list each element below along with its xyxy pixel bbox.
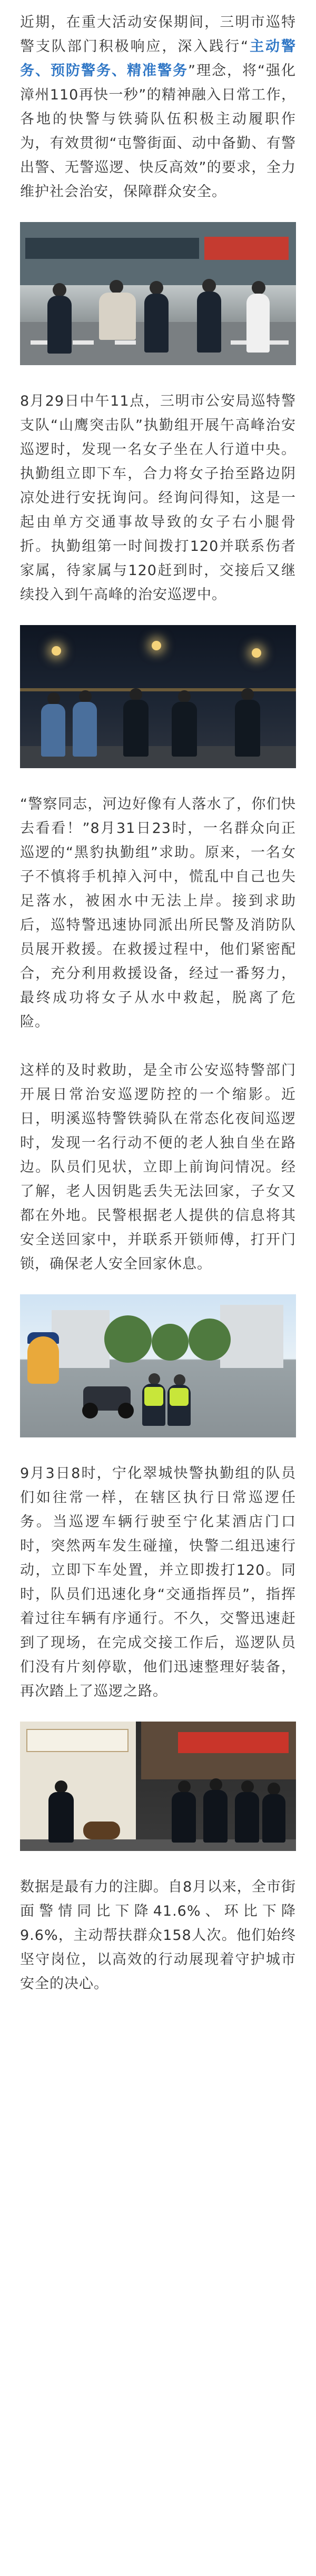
photo1-red-sign xyxy=(204,237,289,260)
photo4-shop-sign xyxy=(178,1732,289,1753)
photo-motorcycle-patrol xyxy=(20,1294,296,1437)
photo-night-river-rescue xyxy=(20,625,296,768)
intro-text-end: ”理念，将“强化漳州110再快一秒”的精神融入日常工作，各地的快警与铁骑队伍积极主动履职作为，有效贯彻“屯警街面、动中备勤、有警出警、无警巡逻、快反高效”的要求，全力维护社会治安，保障群众安全。 xyxy=(20,63,296,200)
photo-street-assistance xyxy=(20,222,296,365)
intro-highlight: 主动警务、预防警务、精准警务 xyxy=(20,38,296,79)
intro-text-start: 近期，在重大活动安保期间，三明市巡特警支队部门积极响应，深入践行“ xyxy=(20,14,296,55)
paragraph-injured-woman: 8月29日中午11点，三明市公安局巡特警支队“山鹰突击队”执勤组开展午高峰治安巡逻时，发现一名女子坐在人行道中央。执勤组立即下车，合力将女子抬至路边阴凉处进行安抚询问。经询问得知，这是一起由单方交通事故导致的女子右小腿骨折。执勤组第一时间拨打120并联系伤者家属，待家属与120赶到时，交接后又继续投入到午高峰的治安巡逻中。 xyxy=(20,393,296,603)
photo4-store-sign xyxy=(26,1729,129,1752)
paragraph-elderly-assistance: 这样的及时救助，是全市公安巡特警部门开展日常治安巡逻防控的一个缩影。近日，明溪巡特警铁骑队在常态化夜间巡逻时，发现一名行动不便的老人独自坐在路边。队员们见状，立即上前询问情况。经了解，老人因钥匙丢失无法回家，子女又都在外地。民警根据老人提供的信息将其安全送回家中，并联系开锁师傅，打开门锁，确保老人安全回家休息。 xyxy=(20,1062,296,1272)
photo-k9-patrol xyxy=(20,1722,296,1851)
paragraph-intro xyxy=(0,11,316,204)
paragraph-statistics: 数据是最有力的注脚。自8月以来，全市街面警情同比下降41.6%、环比下降9.6%，主动帮扶群众158人次。他们始终坚守岗位，以高效的行动展现着守护城市安全的决心。 xyxy=(20,1879,296,1992)
photo1-building-sign xyxy=(25,238,199,259)
paragraph-traffic-accident: 9月3日8时，宁化翠城快警执勤组的队员们如往常一样，在辖区执行日常巡逻任务。当巡逻车辆行驶至宁化某酒店门口时，突然两车发生碰撞，快警二组迅速行动，立即下车处置，并立即拨打120。同时，队员们迅速化身“交通指挥员”，指挥着过往车辆有序通行。不久，交警迅速赶到了现场，在完成交接工作后，巡逻队员们没有片刻停歇，他们迅速整理好装备，再次踏上了巡逻之路。 xyxy=(20,1465,296,1699)
police-dog xyxy=(83,1822,120,1839)
police-mascot xyxy=(27,1336,59,1384)
paragraph-river-rescue: “警察同志，河边好像有人落水了，你们快去看看！”8月31日23时，一名群众向正巡逻的“黑豹执勤组”求助。原来，一名女子不慎将手机掉入河中，慌乱中自己也失足落水，被困水中无法上岸。接到求助后，巡特警迅速协同派出所民警及消防队员展开救援。在救援过程中，他们紧密配合，充分利用救援设备，经过一番努力，最终成功将女子从水中救起，脱离了危险。 xyxy=(20,796,296,1030)
